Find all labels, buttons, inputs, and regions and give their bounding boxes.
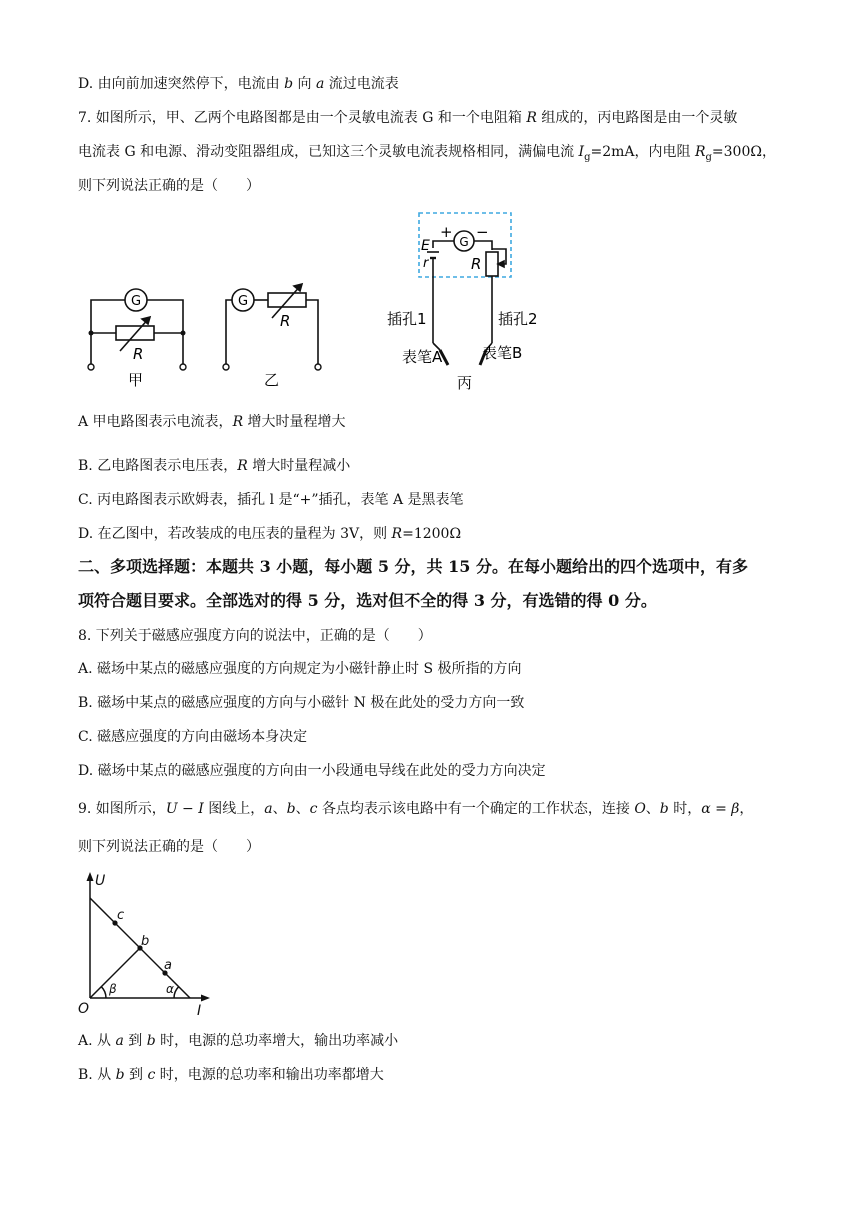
q9-option-a: A. 从 a 到 b 时，电源的总功率增大，输出功率减小 [78,1033,399,1049]
svg-text:−: − [476,223,489,241]
svg-text:G: G [130,294,142,309]
svg-text:R: R [133,345,144,363]
svg-text:U: U [95,873,106,889]
q9-ui-graph [72,868,217,1018]
q9-stem-line2: 则下列说法正确的是（ ） [78,839,260,855]
svg-text:b: b [141,934,150,949]
svg-text:表笔B: 表笔B [482,344,523,362]
svg-text:O: O [78,1001,90,1017]
q7-option-d: D. 在乙图中，若改装成的电压表的量程为 3V，则 R=1200Ω [78,526,462,542]
svg-text:甲: 甲 [128,371,144,389]
svg-text:+: + [440,223,453,241]
q8-option-b: B. 磁场中某点的磁感应强度的方向与小磁针 N 极在此处的受力方向一致 [78,695,525,711]
q7-option-b: B. 乙电路图表示电压表，R 增大时量程减小 [78,458,351,474]
q8-option-a: A. 磁场中某点的磁感应强度的方向规定为小磁针静止时 S 极所指的方向 [78,661,522,677]
q9-option-b: B. 从 b 到 c 时，电源的总功率和输出功率都增大 [78,1067,384,1083]
q8-option-c: C. 磁感应强度的方向由磁场本身决定 [78,729,308,745]
section2-heading-line2: 项符合题目要求。全部选对的得 5 分，选对但不全的得 3 分，有选错的得 0 分。 [78,591,657,610]
svg-text:α: α [166,982,174,996]
q7-stem-line2: 电流表 G 和电源、滑动变阻器组成，已知这三个灵敏电流表规格相同，满偏电流 $I_g=2mA$，内电阻 $R_g=300\Omega$， [78,144,776,163]
q7-option-a: A 甲电路图表示电流表，R 增大时量程增大 [78,414,346,430]
svg-text:R: R [280,312,291,330]
bing-rheostat-icon [486,252,498,276]
svg-text:R: R [471,255,482,273]
svg-text:c: c [117,908,125,923]
q6-option-d: D. 由向前加速突然停下，电流由 b 向 a 流过电流表 [78,76,399,92]
svg-text:G: G [459,235,469,249]
alpha-arc [174,987,179,998]
svg-text:β: β [109,982,117,996]
q7-option-c: C. 丙电路图表示欧姆表，插孔 l 是“+”插孔，表笔 A 是黑表笔 [78,492,464,508]
svg-text:I: I [197,1003,202,1018]
svg-text:E: E [421,238,430,254]
svg-text:插孔1: 插孔1 [387,310,427,328]
svg-text:r: r [423,256,429,271]
svg-text:插孔2: 插孔2 [498,310,538,328]
section2-heading-line1: 二、多项选择题：本题共 3 小题，每小题 5 分，共 15 分。在每小题给出的四个选项中，有多 [78,557,748,576]
q8-option-d: D. 磁场中某点的磁感应强度的方向由一小段通电导线在此处的受力方向决定 [78,763,546,779]
q7-stem-line3: 则下列说法正确的是（ ） [78,178,260,194]
q9-stem-line1: 9. 如图所示，U − I 图线上，a、b、c 各点均表示该电路中有一个确定的工作状态，连接 O、b 时，α = β， [78,801,754,817]
svg-text:丙: 丙 [457,374,473,392]
svg-text:乙: 乙 [264,371,280,389]
q7-circuit-figure [78,205,578,400]
q8-stem: 8. 下列关于磁感应强度方向的说法中，正确的是（ ） [78,628,432,644]
svg-text:G: G [237,294,249,309]
svg-text:a: a [164,958,172,973]
beta-arc [101,987,106,998]
q7-stem-line1: 7. 如图所示，甲、乙两个电路图都是由一个灵敏电流表 G 和一个电阻箱 R 组成的，丙电路图是由一个灵敏 [78,110,738,126]
svg-text:表笔A: 表笔A [402,348,443,366]
